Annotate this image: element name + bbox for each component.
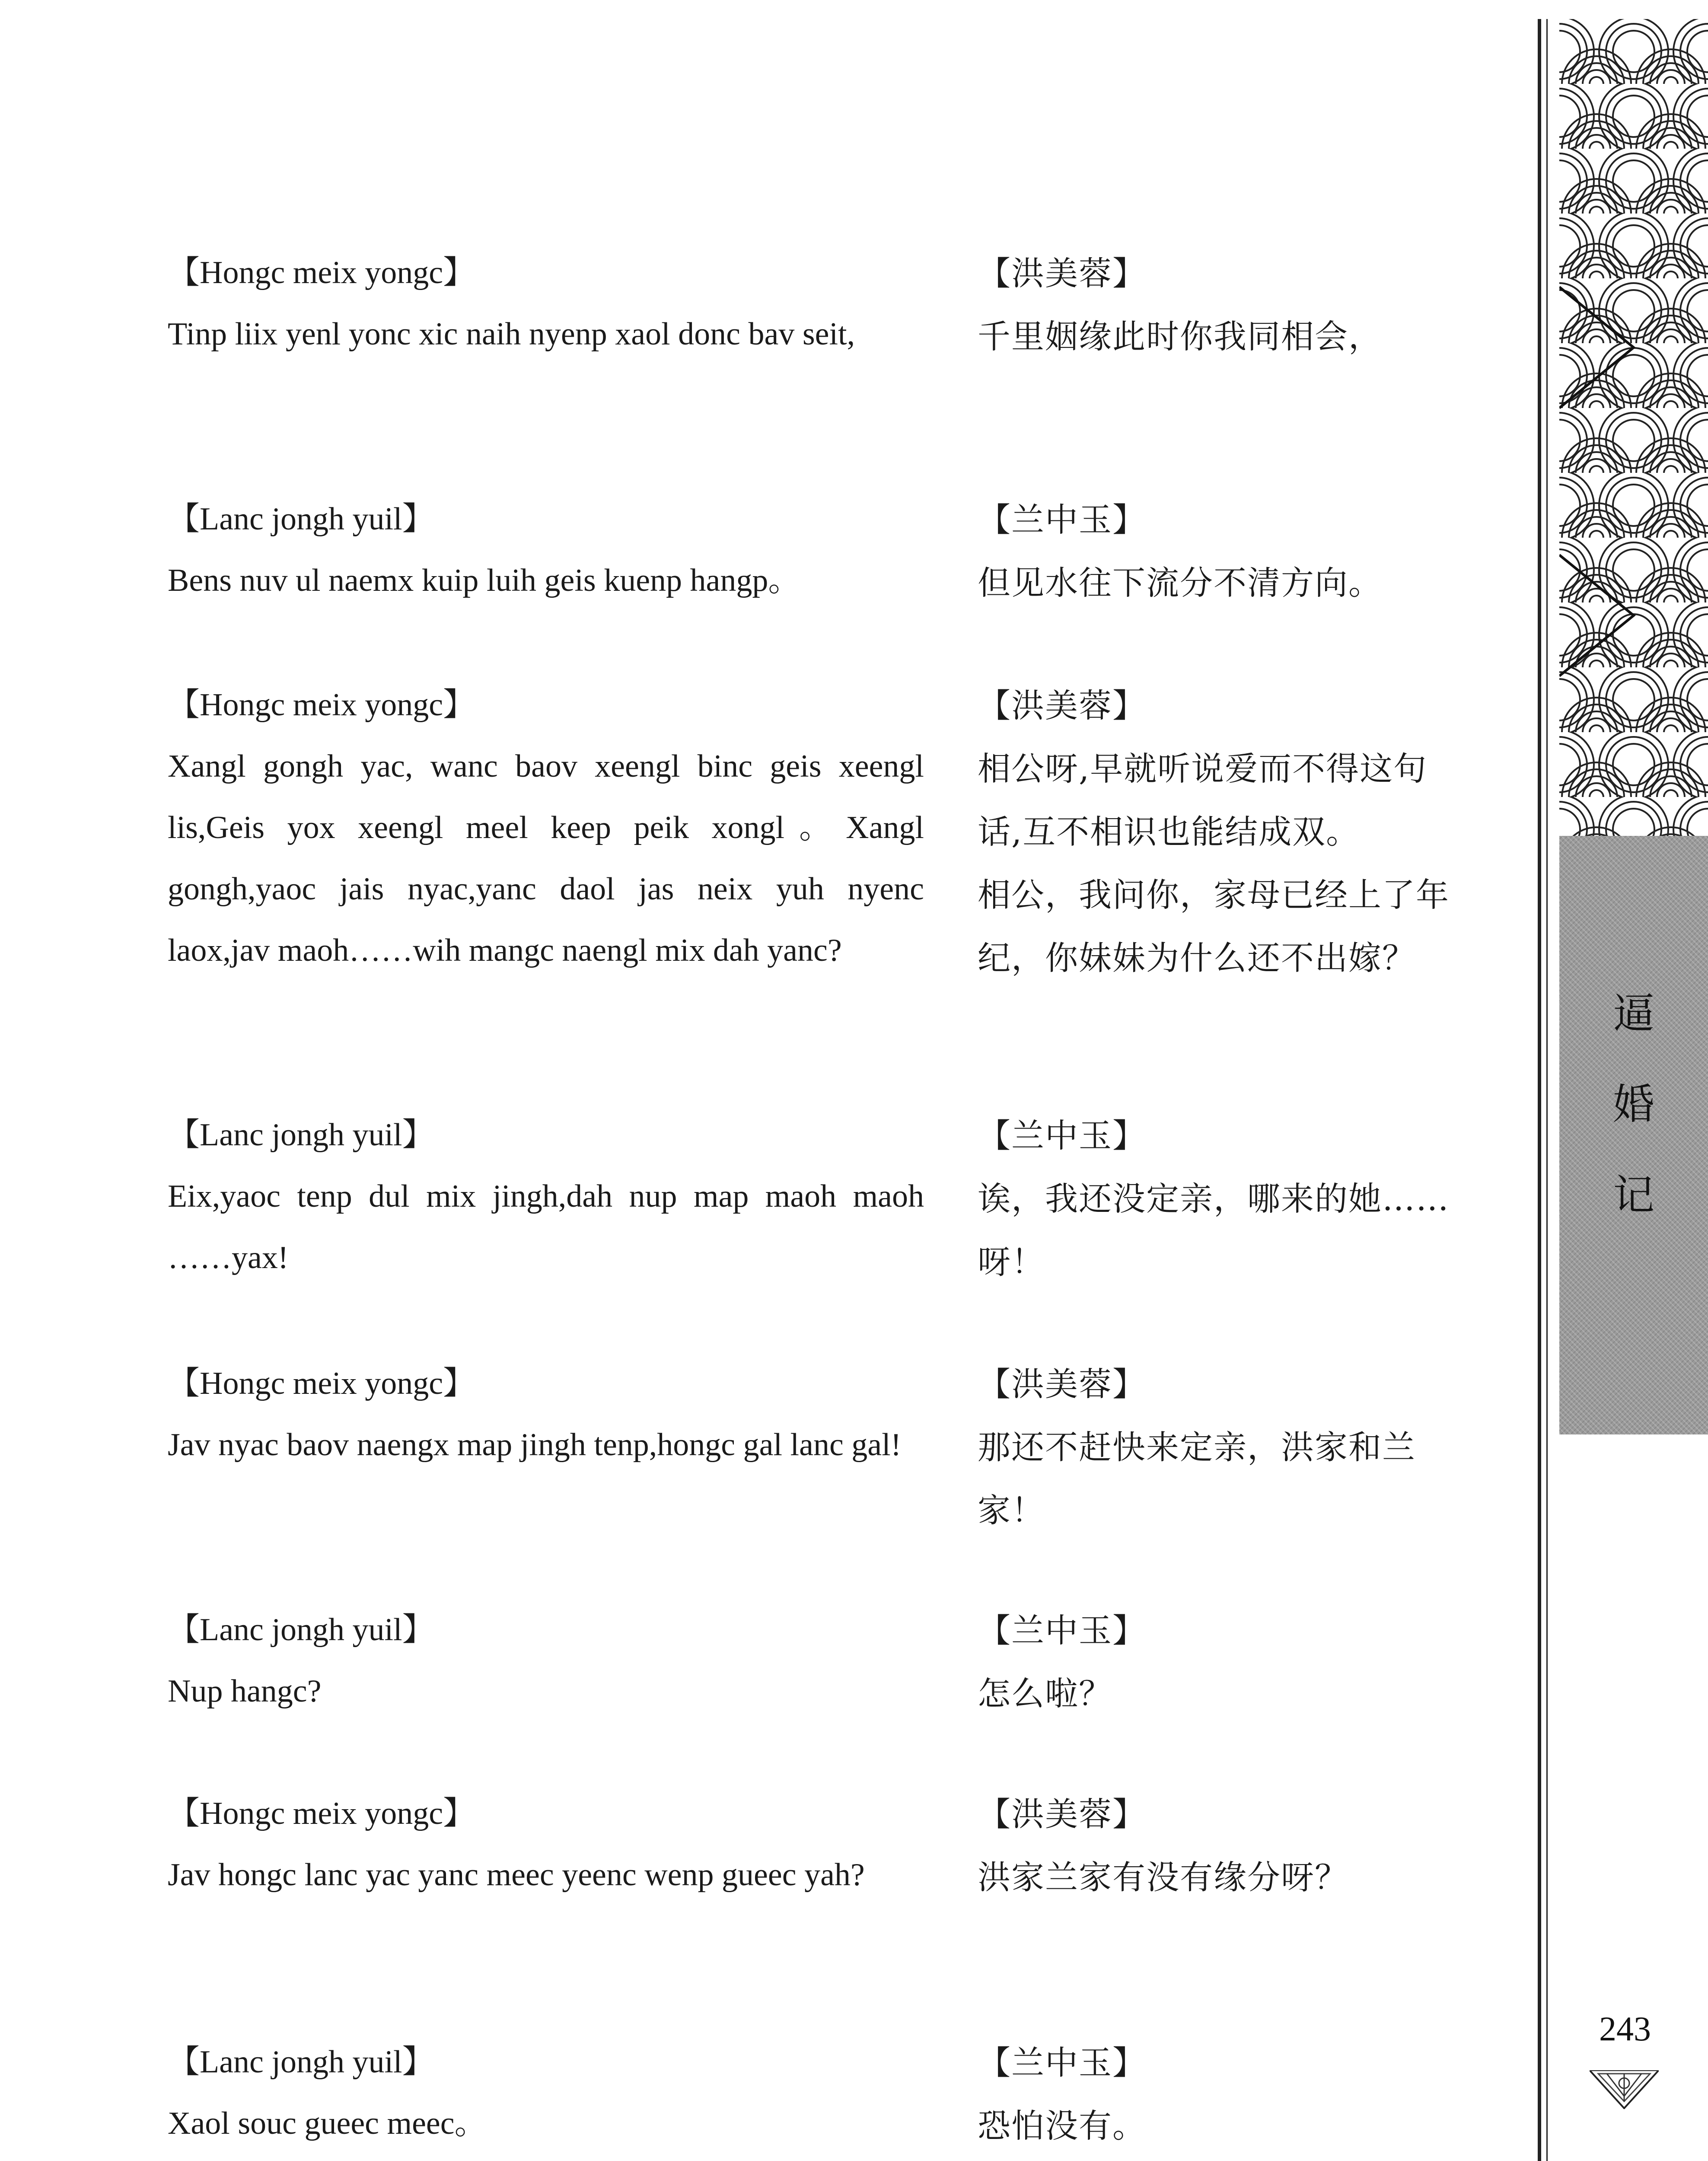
chapter-title-char: 婚: [1613, 1080, 1654, 1128]
speaker-name-chinese: 【洪美蓉】: [978, 686, 1146, 725]
dong-line: Bens nuv ul naemx kuip luih geis kuenp hangp。: [168, 563, 800, 598]
dong-column: [168, 1104, 924, 1288]
speaker-name-chinese: 【兰中玉】: [978, 2043, 1146, 2082]
chinese-line: 那还不赶快来定亲，洪家和兰家！: [978, 1428, 1416, 1530]
dong-line: Nup hangc?: [168, 1673, 322, 1709]
dong-line: Xangl gongh yac, wanc baov xeengl binc geis xeengl lis,Geis yox xeengl meel keep peik xongl。Xangl gongh,yaoc jais nyac,yanc daol jas neix yuh nyenc laox,jav maoh……wih mangc naengl mix dah yanc?: [168, 749, 924, 968]
chinese-column: [978, 1599, 1457, 1725]
chinese-line: 但见水往下流分不清方向。: [978, 564, 1382, 602]
dong-column: [168, 242, 924, 365]
speaker-name-dong: 【Hongc meix yongc】: [168, 1796, 475, 1831]
speaker-name-dong: 【Hongc meix yongc】: [168, 255, 475, 290]
chinese-line: 恐怕没有。: [978, 2107, 1146, 2145]
speaker-name-dong: 【Hongc meix yongc】: [168, 1366, 475, 1401]
dong-column: [168, 674, 924, 981]
speaker-name-dong: 【Lanc jongh yuil】: [168, 1612, 434, 1648]
chinese-column: [978, 242, 1457, 368]
chinese-line: 千里姻缘此时你我同相会，: [978, 317, 1382, 356]
dong-column: [168, 488, 924, 611]
chinese-line: 怎么啦？: [978, 1674, 1112, 1713]
chinese-column: [978, 488, 1457, 615]
dong-line: Eix,yaoc tenp dul mix jingh,dah nup map maoh maoh ……yax!: [168, 1179, 924, 1275]
ornament-icon: [1590, 2070, 1659, 2109]
dong-line: Xaol souc gueec meec。: [168, 2106, 487, 2141]
chapter-title-char: 记: [1613, 1171, 1654, 1219]
dong-column: [168, 2031, 924, 2154]
wave-pattern-decoration: [1559, 19, 1708, 836]
speaker-name-chinese: 【洪美蓉】: [978, 1795, 1146, 1833]
dong-line: Jav nyac baov naengx map jingh tenp,hongc gal lanc gal!: [168, 1427, 902, 1463]
margin-rule-outer: [1538, 19, 1541, 2161]
dong-column: [168, 1353, 924, 1476]
chinese-line: 洪家兰家有没有缘分呀？: [978, 1858, 1348, 1896]
speaker-name-chinese: 【洪美蓉】: [978, 1365, 1146, 1403]
chinese-line: 相公呀,早就听说爱而不得这句话,互不相识也能结成双。: [978, 749, 1428, 851]
dong-line: Tinp liix yenl yonc xic naih nyenp xaol donc bav seit,: [168, 316, 855, 352]
speaker-name-chinese: 【兰中玉】: [978, 1116, 1146, 1155]
speaker-name-dong: 【Lanc jongh yuil】: [168, 1117, 434, 1153]
speaker-name-dong: 【Hongc meix yongc】: [168, 687, 475, 723]
chapter-title-char: 逼: [1613, 989, 1654, 1038]
chinese-column: [978, 2031, 1457, 2158]
dong-line: Jav hongc lanc yac yanc meec yeenc wenp gueec yah?: [168, 1857, 865, 1893]
speaker-name-chinese: 【洪美蓉】: [978, 254, 1146, 293]
speaker-name-chinese: 【兰中玉】: [978, 500, 1146, 539]
speaker-name-chinese: 【兰中玉】: [978, 1611, 1146, 1650]
chinese-column: [978, 674, 1457, 990]
speaker-name-dong: 【Lanc jongh yuil】: [168, 2044, 434, 2080]
speaker-name-dong: 【Lanc jongh yuil】: [168, 501, 434, 537]
dong-column: [168, 1599, 924, 1722]
chinese-column: [978, 1104, 1457, 1294]
chapter-title: [1559, 968, 1708, 1240]
chinese-column: [978, 1353, 1457, 1542]
page-number: 243: [1599, 2010, 1651, 2048]
chinese-line: 诶，我还没定亲，哪来的她……呀！: [978, 1179, 1450, 1281]
chinese-column: [978, 1783, 1457, 1909]
margin-rule-inner: [1546, 19, 1548, 2161]
chinese-line: 相公，我问你，家母已经上了年纪，你妹妹为什么还不出嫁？: [978, 876, 1450, 977]
dong-column: [168, 1783, 924, 1906]
